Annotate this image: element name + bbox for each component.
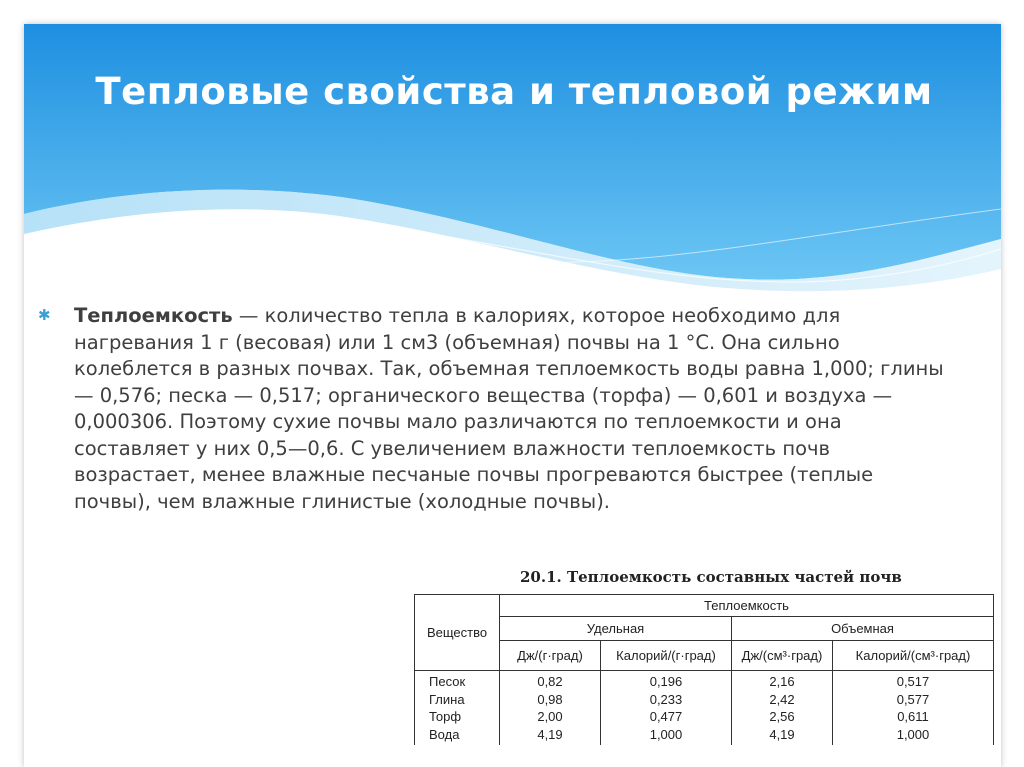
row-name: Глина <box>429 691 465 707</box>
col-substance-header: Вещество <box>415 595 500 671</box>
body-paragraph <box>74 303 954 515</box>
cell: 4,19 <box>537 726 563 742</box>
slide-title: Тепловые свойства и тепловой режим <box>95 70 933 113</box>
heat-capacity-table <box>414 594 994 745</box>
col-cal-g <box>601 671 732 746</box>
table-caption: 20.1. Теплоемкость составных частей почв <box>520 568 902 586</box>
row-name: Вода <box>429 726 460 742</box>
sub-header-specific: Удельная <box>500 617 732 641</box>
cell: 0,233 <box>649 691 683 707</box>
unit-header: Калорий/(г·град) <box>601 641 732 671</box>
group-header: Теплоемкость <box>500 595 994 617</box>
cell: 0,98 <box>537 691 563 707</box>
asterisk-bullet-icon: ✱ <box>38 306 51 324</box>
col-j-cm3 <box>732 671 833 746</box>
cell: 0,477 <box>649 709 683 724</box>
cell: 1,000 <box>649 726 683 742</box>
col-j-g <box>500 671 601 746</box>
unit-header: Дж/(г·град) <box>500 641 601 671</box>
table-body-row <box>415 671 994 746</box>
cell: 2,56 <box>769 709 795 724</box>
cell: 0,196 <box>649 674 683 689</box>
row-name: Песок <box>429 674 466 689</box>
substance-names <box>415 671 500 746</box>
unit-header: Дж/(см³·град) <box>732 641 833 671</box>
cell: 2,42 <box>769 691 795 707</box>
term-heat-capacity: Теплоемкость <box>74 304 233 327</box>
paragraph-text: — количество тепла в калориях, которое необходимо для нагревания 1 г (весовая) или 1 см3 (объемная) почвы на 1 °С. Она сильно колеблется в разных почвах. Так, объемная теплоемкость воды равна 1,000; глины — 0,576; песка — 0,517; органического вещества (торфа) — 0,601 и воздуха — 0,000306. Поэтому сухие почвы мало различаются по теплоемкости и она составляет у них 0,5—0,6. С увеличением влажности теплоемкость почв возрастает, менее влажные песчаные почвы прогреваются быстрее (теплые почвы), чем влажные глинистые (холодные почвы). <box>74 304 944 513</box>
cell: 2,00 <box>537 709 563 724</box>
cell: 0,517 <box>896 674 930 689</box>
cell: 2,16 <box>769 674 795 689</box>
col-cal-cm3 <box>833 671 994 746</box>
slide <box>24 24 1001 767</box>
cell: 1,000 <box>896 726 930 742</box>
cell: 4,19 <box>769 726 795 742</box>
cell: 0,577 <box>896 691 930 707</box>
row-name: Торф <box>429 709 462 724</box>
sub-header-volumetric: Объемная <box>732 617 994 641</box>
unit-header: Калорий/(см³·град) <box>833 641 994 671</box>
cell: 0,82 <box>537 674 563 689</box>
cell: 0,611 <box>897 709 929 724</box>
